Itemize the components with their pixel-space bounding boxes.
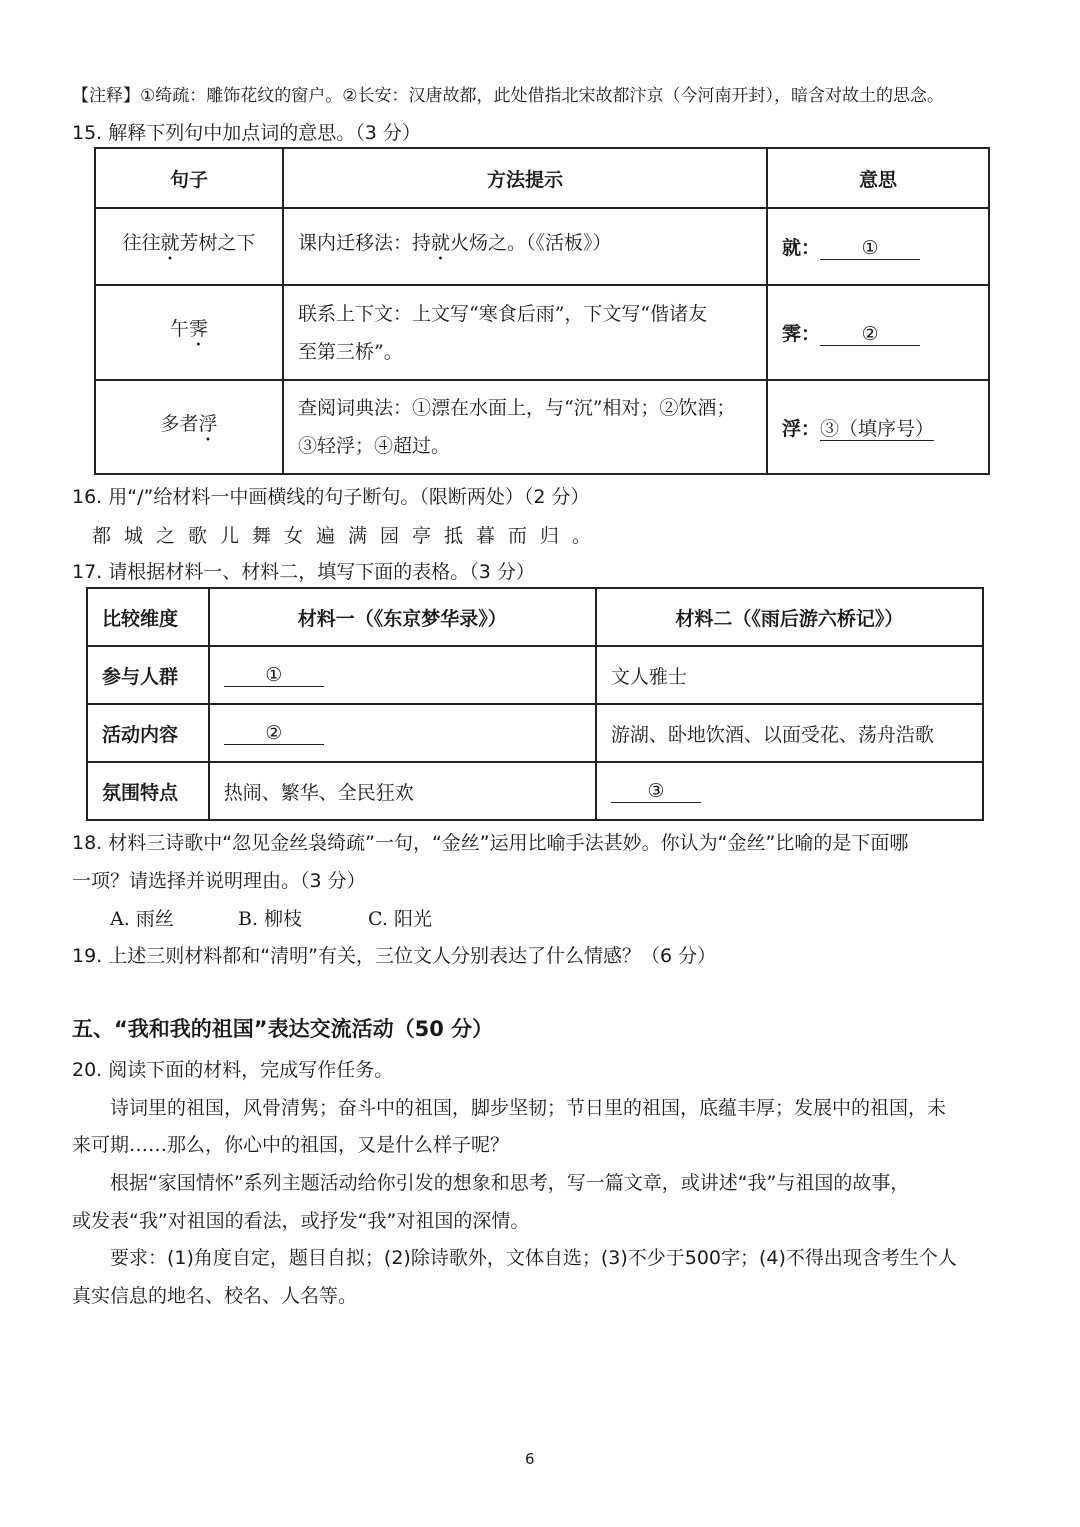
q15-table [94, 147, 990, 475]
question-17-stem: 17. 请根据材料一、材料二，填写下面的表格。（3 分） [72, 561, 535, 583]
answer-blank-3[interactable]: ③（填序号） [820, 417, 935, 440]
dotted-word: 就 [160, 232, 180, 254]
material-1-cell [209, 704, 596, 762]
meaning-cell: 浮：③（填序号） [767, 380, 989, 474]
material-2-cell: 文人雅士 [596, 646, 983, 704]
table-row [95, 208, 989, 285]
meaning-cell: 霁： ② [767, 285, 989, 380]
answer-blank-1[interactable]: ① [224, 664, 324, 687]
method-cell: 课内迁移法：持就火炀之。（《活板》） [283, 208, 767, 285]
table-header-row [95, 148, 989, 208]
dimension-cell: 活动内容 [87, 704, 209, 762]
header-sentence: 句子 [95, 148, 283, 208]
question-18-stem-cont: 一项？请选择并说明理由。（3 分） [72, 870, 366, 892]
table-row [87, 704, 983, 762]
question-15-stem: 15. 解释下列句中加点词的意思。（3 分） [72, 122, 421, 144]
material-1-cell [209, 646, 596, 704]
table-header-row [87, 588, 983, 646]
dotted-word: 浮 [198, 412, 218, 435]
annotation-note: 【注释】①绮疏：雕饰花纹的窗户。②长安：汉唐故都，此处借指北宋故都汴京（今河南开封），暗含对故土的思念。 [72, 86, 944, 106]
answer-blank-2[interactable]: ② [820, 323, 920, 346]
page-number: 6 [525, 1450, 535, 1468]
header-method: 方法提示 [283, 148, 767, 208]
question-18-stem: 18. 材料三诗歌中“忽见金丝袅绮疏”一句，“金丝”运用比喻手法甚妙。你认为“金丝”比喻的是下面哪 [72, 832, 909, 854]
dimension-cell: 氛围特点 [87, 762, 209, 820]
dotted-word: 霁 [189, 318, 209, 340]
material-1-cell: 热闹、繁华、全民狂欢 [209, 762, 596, 820]
option-b: B. 柳枝 [238, 908, 303, 930]
header-material-1: 材料一（《东京梦华录》） [209, 588, 596, 646]
option-a: A. 雨丝 [110, 908, 174, 930]
answer-blank-2[interactable]: ② [224, 722, 324, 745]
answer-blank-3[interactable]: ③ [611, 780, 701, 803]
q16-sentence: 都城之歌儿舞女遍满园亭抵暮而归。 [92, 525, 605, 547]
sentence-cell: 午霁 [95, 285, 283, 380]
sentence-cell: 多者浮 [95, 380, 283, 474]
header-meaning: 意思 [767, 148, 989, 208]
option-c: C. 阳光 [368, 908, 432, 930]
material-2-cell [596, 762, 983, 820]
sentence-cell: 往往就芳树之下 [95, 208, 283, 285]
instruction-paragraph: 根据“家国情怀”系列主题活动给你引发的想象和思考，写一篇文章，或讲述“我”与祖国的故事， [110, 1172, 910, 1194]
table-row [87, 762, 983, 820]
table-row [95, 285, 989, 380]
table-row [87, 646, 983, 704]
header-dimension: 比较维度 [87, 588, 209, 646]
answer-blank-1[interactable]: ① [820, 237, 920, 260]
material-paragraph-1: 诗词里的祖国，风骨清隽；奋斗中的祖国，脚步坚韧；节日里的祖国，底蕴丰厚；发展中的祖国，未 [110, 1097, 947, 1119]
requirements: 要求：(1)角度自定，题目自拟；(2)除诗歌外，文体自选；(3)不少于500字；(4)不得出现含考生个人 [110, 1247, 957, 1269]
material-2-cell: 游湖、卧地饮酒、以面受花、荡舟浩歌 [596, 704, 983, 762]
section-title: 五、“我和我的祖国”表达交流活动（50 分） [72, 1017, 494, 1041]
method-cell: 查阅词典法：①漂在水面上，与“沉”相对；②饮酒； ③轻浮；④超过。 [283, 380, 767, 474]
meaning-cell: 就： ① [767, 208, 989, 285]
material-paragraph-1-cont: 来可期……那么，你心中的祖国，又是什么样子呢？ [72, 1134, 510, 1156]
dotted-word: 就 [431, 232, 451, 254]
instruction-paragraph-cont: 或发表“我”对祖国的看法，或抒发“我”对祖国的深情。 [72, 1210, 530, 1232]
header-material-2: 材料二（《雨后游六桥记》） [596, 588, 983, 646]
requirements-cont: 真实信息的地名、校名、人名等。 [72, 1285, 358, 1307]
question-20-stem: 20. 阅读下面的材料，完成写作任务。 [72, 1059, 394, 1081]
question-16-stem: 16. 用“/”给材料一中画横线的句子断句。（限断两处）（2 分） [72, 486, 590, 508]
q17-table [86, 587, 984, 821]
table-row [95, 380, 989, 474]
method-cell: 联系上下文：上文写“寒食后雨”，下文写“偕诸友 至第三桥”。 [283, 285, 767, 380]
dimension-cell: 参与人群 [87, 646, 209, 704]
question-19-stem: 19. 上述三则材料都和“清明”有关，三位文人分别表达了什么情感？（6 分） [72, 945, 717, 967]
